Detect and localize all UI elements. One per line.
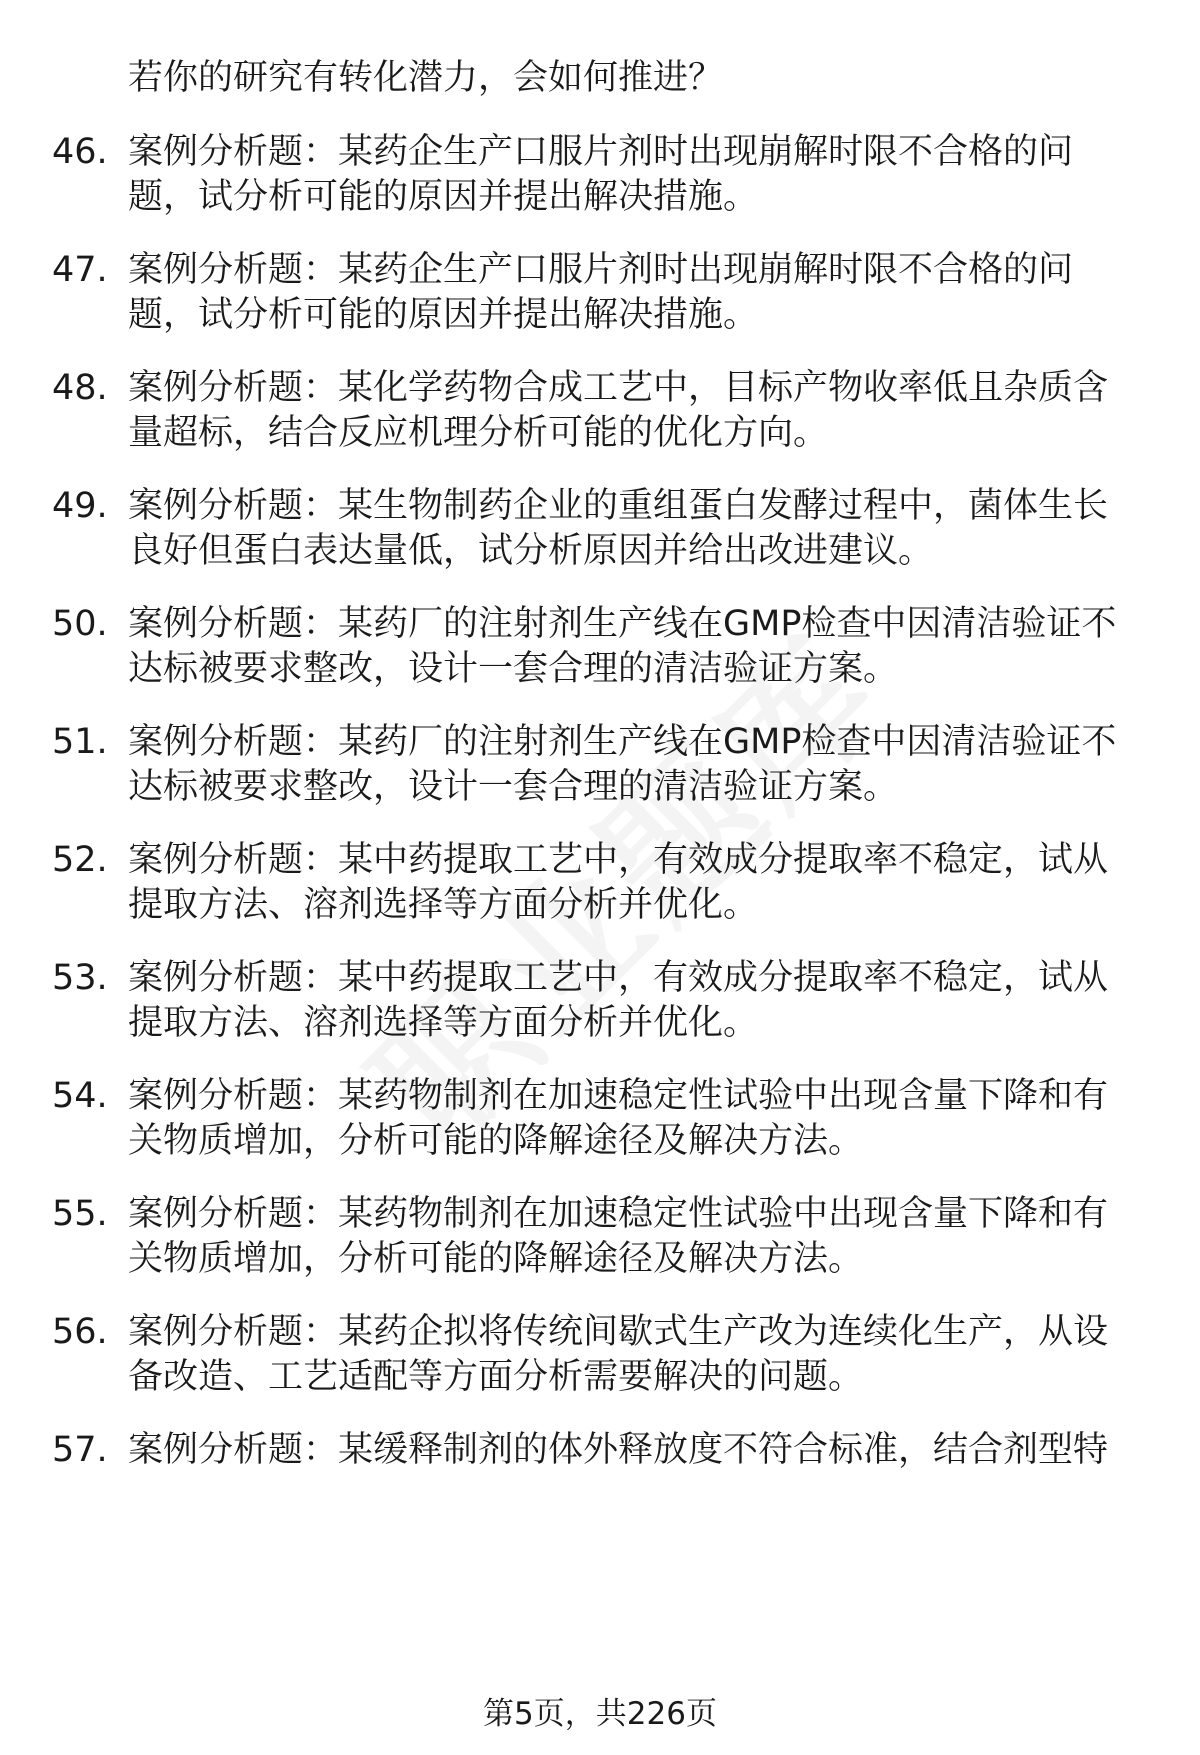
question-number: 50. bbox=[52, 604, 108, 644]
question-number: 53. bbox=[52, 958, 108, 998]
question-line: 案例分析题：某中药提取工艺中，有效成分提取率不稳定，试从 bbox=[128, 958, 1109, 998]
question-number: 49. bbox=[52, 486, 108, 526]
question-number: 51. bbox=[52, 722, 108, 762]
question-line: 达标被要求整改，设计一套合理的清洁验证方案。 bbox=[128, 767, 899, 807]
question-number: 48. bbox=[52, 368, 108, 408]
question-line: 备改造、工艺适配等方面分析需要解决的问题。 bbox=[128, 1357, 864, 1397]
question-number: 55. bbox=[52, 1194, 108, 1234]
question-line: 案例分析题：某化学药物合成工艺中，目标产物收率低且杂质含 bbox=[128, 368, 1109, 408]
question-number: 56. bbox=[52, 1312, 108, 1352]
question-number: 52. bbox=[52, 840, 108, 880]
question-line: 案例分析题：某药厂的注射剂生产线在GMP检查中因清洁验证不 bbox=[128, 604, 1117, 644]
question-line: 题，试分析可能的原因并提出解决措施。 bbox=[128, 177, 759, 217]
question-number: 57. bbox=[52, 1430, 108, 1470]
continued-line: 若你的研究有转化潜力，会如何推进？ bbox=[128, 58, 724, 98]
question-line: 案例分析题：某药物制剂在加速稳定性试验中出现含量下降和有 bbox=[128, 1194, 1109, 1234]
question-number: 54. bbox=[52, 1076, 108, 1116]
question-line: 提取方法、溶剂选择等方面分析并优化。 bbox=[128, 1003, 759, 1043]
question-line: 案例分析题：某药企拟将传统间歇式生产改为连续化生产，从设 bbox=[128, 1312, 1109, 1352]
question-number: 47. bbox=[52, 250, 108, 290]
question-line: 达标被要求整改，设计一套合理的清洁验证方案。 bbox=[128, 649, 899, 689]
question-line: 良好但蛋白表达量低，试分析原因并给出改进建议。 bbox=[128, 531, 934, 571]
question-line: 案例分析题：某药企生产口服片剂时出现崩解时限不合格的问 bbox=[128, 132, 1074, 172]
question-line: 案例分析题：某生物制药企业的重组蛋白发酵过程中，菌体生长 bbox=[128, 486, 1109, 526]
question-line: 案例分析题：某药物制剂在加速稳定性试验中出现含量下降和有 bbox=[128, 1076, 1109, 1116]
question-line: 关物质增加，分析可能的降解途径及解决方法。 bbox=[128, 1239, 864, 1279]
question-number: 46. bbox=[52, 132, 108, 172]
question-line: 案例分析题：某药厂的注射剂生产线在GMP检查中因清洁验证不 bbox=[128, 722, 1117, 762]
question-line: 案例分析题：某中药提取工艺中，有效成分提取率不稳定，试从 bbox=[128, 840, 1109, 880]
question-line: 案例分析题：某药企生产口服片剂时出现崩解时限不合格的问 bbox=[128, 250, 1074, 290]
question-line: 案例分析题：某缓释制剂的体外释放度不符合标准，结合剂型特 bbox=[128, 1430, 1109, 1470]
question-line: 量超标，结合反应机理分析可能的优化方向。 bbox=[128, 413, 829, 453]
page-footer: 第5页，共226页 bbox=[483, 1696, 717, 1732]
question-line: 关物质增加，分析可能的降解途径及解决方法。 bbox=[128, 1121, 864, 1161]
question-line: 提取方法、溶剂选择等方面分析并优化。 bbox=[128, 885, 759, 925]
question-line: 题，试分析可能的原因并提出解决措施。 bbox=[128, 295, 759, 335]
